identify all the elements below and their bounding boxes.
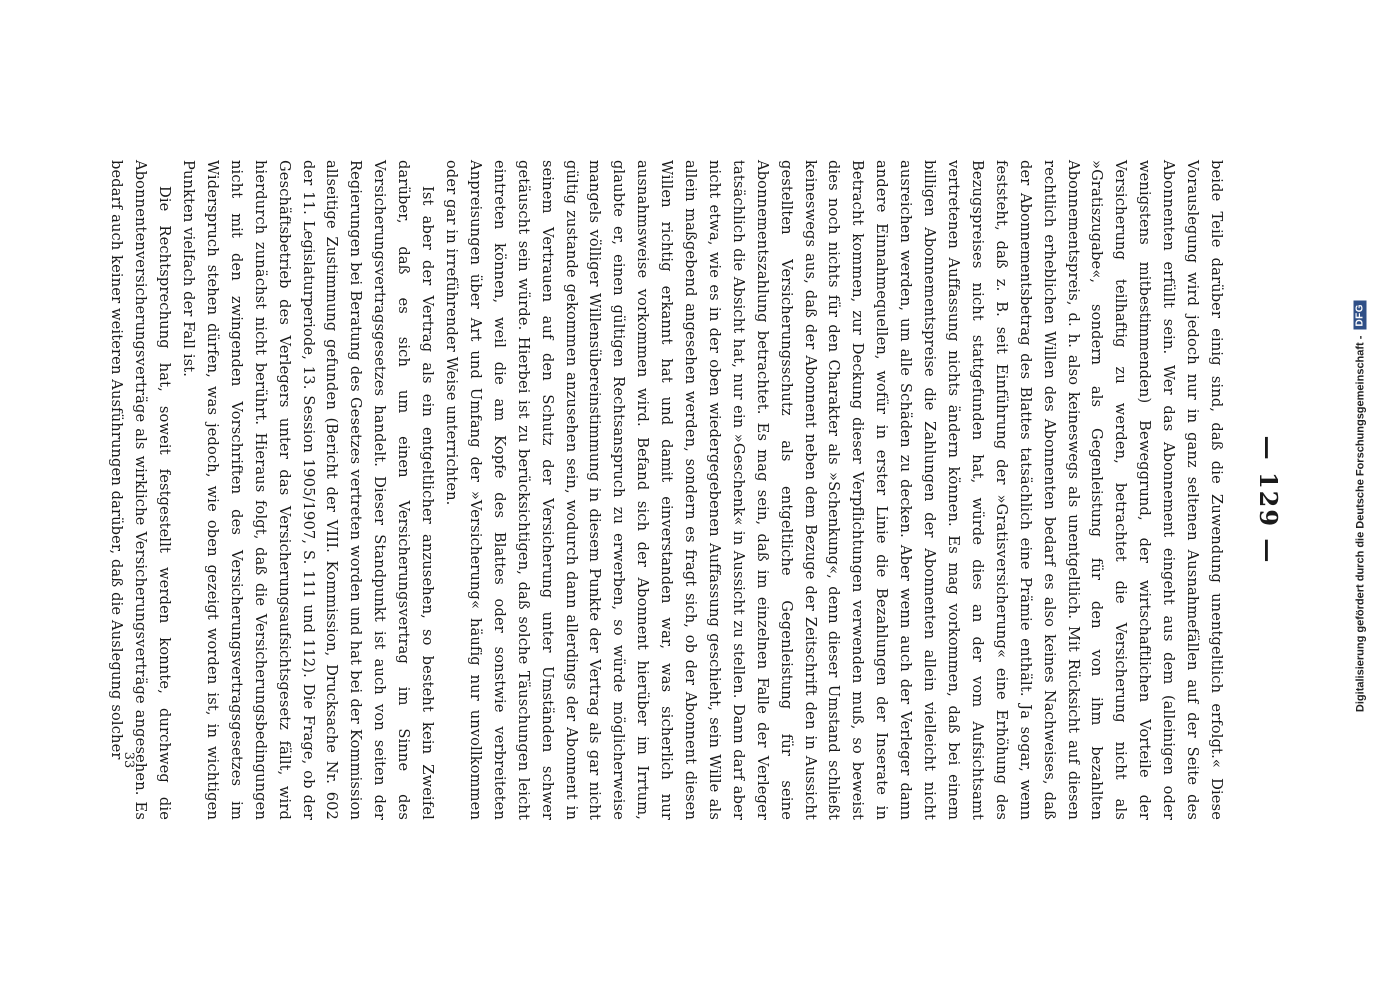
body-text [104,160,1228,820]
dfg-logo: DFG [1354,301,1367,330]
paragraph: beide Teile darüber einig sind, daß die Zuwendung unentgeltlich erfolgt.« Diese Vorauslegung wird jedoch nur in ganz seltenen Ausnahmefällen auf der Seite des Abonnenten erfüllt sein. Wer das Abonnement eingeht aus dem (alleinigen oder wenigstens mitbestimmenden) Beweggrund, der wirtschaftlichen Vorteile der Versicherung teilhaftig zu werden, betrachtet die Versicherung nicht als »Gratiszugabe«, sondern als Gegenleistung für den von ihm bezahlten Abonnementspreis, d. h. also keineswegs als unentgeltlich. Mit Rücksicht auf diesen rechtlich erheblichen Willen des Abonnenten bedarf es also keines Nachweises, daß der Abonnementsbetrag des Blattes tatsächlich eine Prämie enthält. Ja sogar, wenn feststeht, daß z. B. seit Einführung der »Gratisversicherung« eine Erhöhung des Bezugspreises nicht stattgefunden hat, würde dies an der vom Aufsichtsamt vertretenen Auffassung nichts ändern können. Es mag vorkommen, daß bei einem billigen Abonnementspreise die Zahlungen der Abonnenten allein vielleicht nicht ausreichen werden, um alle Schäden zu decken. Aber wenn auch der Verleger dann andere Einnahmequellen, wofür in erster Linie die Bezahlungen der Inserate in Betracht kommen, zur Deckung dieser Verpflichtungen verwenden muß, so beweist dies noch nichts für den Charakter als »Schenkung«, denn dieser Umstand schließt keineswegs aus, daß der Abonnent neben dem Bezuge der Zeitschrift den in Aussicht gestellten Versicherungsschutz als entgeltliche Gegenleistung für seine Abonnementszahlung betrachtet. Es mag sein, daß im einzelnen Falle der Verleger tatsächlich die Absicht hat, nur ein »Geschenk« in Aussicht zu stellen. Dann darf aber nicht etwa, wie es in der oben wiedergegebenen Auffassung geschieht, sein Wille als allein maßgebend angesehen werden, sondern es fragt sich, ob der Abonnent diesen Willen richtig erkannt hat und damit einverstanden war, was sicherlich nur ausnahmsweise vorkommen wird. Befand sich der Abonnent hierüber im Irrtum, glaubte er, einen gültigen Rechtsanspruch zu erwerben, so würde möglicherweise mangels völliger Willensübereinstimmung in diesem Punkte der Vertrag als gar nicht gültig zustande gekommen anzusehen sein, wodurch dann allerdings der Abonnent in seinem Vertrauen auf den Schutz der Versicherung unter Umständen schwer getäuscht sein würde. Hierbei ist zu berücksichtigen, daß solche Täuschungen leicht eintreten können, weil die am Kopfe des Blattes oder sonstwie verbreiteten Anpreisungen über Art und Umfang der »Versicherung« häufig nur unvollkommen oder gar in irreführender Weise unterrichten. [443,160,1225,820]
paragraph: Ist aber der Vertrag als ein entgeltlicher anzusehen, so besteht kein Zweifel darüber, daß es sich um einen Versicherungsvertrag im Sinne des Versicherungsvertragsgesetzes handelt. Dieser Standpunkt ist auch von seiten der Regierungen bei Beratung des Gesetzes vertreten worden und hat bei der Kommission allseitige Zustimmung gefunden (Bericht der VIII. Kommission, Drucksache Nr. 602 der 11. Legislaturperiode, 13. Session 1905/1907, S. 111 und 112). Die Frage, ob der Geschäftsbetrieb des Verlegers unter das Versicherungsaufsichtsgesetz fällt, wird hierdurch zunächst nicht berührt. Hieraus folgt, daß die Versicherungsbedingungen nicht mit den zwingenden Vorschriften des Versicherungsvertragsgesetzes im Widerspruch stehen dürfen, was jedoch, wie oben gezeigt worden ist, in wichtigen Punkten vielfach der Fall ist. [180,160,437,820]
signature-mark: 33 [121,751,136,769]
credit-text: Digitalisierung gefördert durch die Deutsche Forschungsgemeinschaft - [1354,335,1366,713]
page-header: — 129 — [1254,435,1283,565]
paragraph: Die Rechtsprechung hat, soweit festgestellt werden konnte, durchweg die Abonnentenversicherungsverträge als wirkliche Versicherungsverträge angesehen. Es bedarf auch keiner weiteren Ausführungen darüber, daß die Auslegung solcher [108,160,174,820]
digitization-credit [1354,97,1367,917]
